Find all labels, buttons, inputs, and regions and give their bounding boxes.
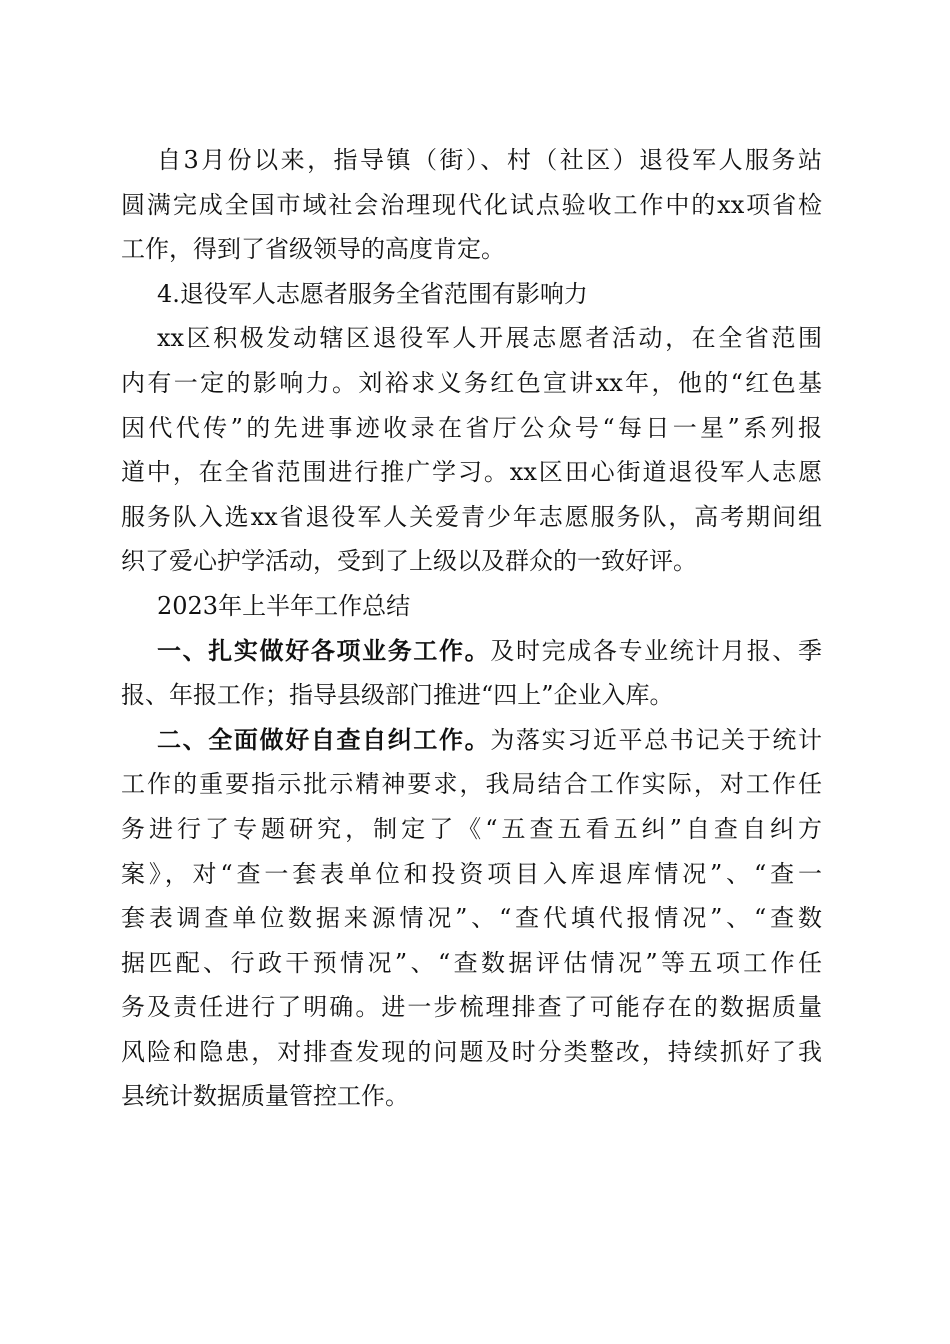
bold-heading: 一、扎实做好各项业务工作。 — [157, 636, 491, 665]
paragraph-business-work — [121, 629, 822, 718]
paragraph-volunteer — [121, 316, 822, 584]
text-line: 道中，在全省范围进行推广学习。xx区田心街道退役军人志愿 — [121, 458, 822, 487]
text-line: 报、年报工作；指导县级部门推进“四上”企业入库。 — [121, 681, 674, 710]
paragraph-self-check — [121, 718, 822, 1119]
text-line: xx区积极发动辖区退役军人开展志愿者活动，在全省范围 — [157, 324, 822, 353]
text-line: 套表调查单位数据来源情况”、“查代填代报情况”、“查数 — [121, 904, 822, 933]
document-page — [121, 138, 822, 1119]
text-line: 务进行了专题研究，制定了《“五查五看五纠”自查自纠方 — [121, 814, 822, 843]
text-line: 工作，得到了省级领导的高度肯定。 — [121, 235, 505, 264]
text-line: 案》，对“查一套表单位和投资项目入库退库情况”、“查一 — [121, 859, 822, 888]
text-line: 自3月份以来，指导镇（街）、村（社区）退役军人服务站 — [157, 146, 822, 174]
text-run: 及时完成各专业统计月报、季 — [490, 636, 823, 665]
document-title: 2023年上半年工作总结 — [157, 591, 411, 620]
text-line: 据匹配、行政干预情况”、“查数据评估情况”等五项工作任 — [121, 948, 822, 977]
section-heading-volunteer: 4.退役军人志愿者服务全省范围有影响力 — [157, 279, 588, 308]
text-line — [121, 629, 822, 674]
text-line: 风险和隐患，对排查发现的问题及时分类整改，持续抓好了我 — [121, 1037, 822, 1066]
text-line: 织了爱心护学活动，受到了上级以及群众的一致好评。 — [121, 547, 697, 576]
text-line — [121, 718, 822, 763]
text-line: 县统计数据质量管控工作。 — [121, 1082, 409, 1111]
text-line: 务及责任进行了明确。进一步梳理排查了可能存在的数据质量 — [121, 993, 822, 1022]
text-line: 工作的重要指示批示精神要求，我局结合工作实际，对工作任 — [121, 770, 822, 799]
text-line: 圆满完成全国市域社会治理现代化试点验收工作中的xx项省检 — [121, 190, 822, 219]
text-run: 为落实习近平总书记关于统计 — [490, 725, 823, 754]
text-line: 内有一定的影响力。刘裕求义务红色宣讲xx年，他的“红色基 — [121, 368, 822, 397]
text-line: 因代代传”的先进事迹收录在省厅公众号“每日一星”系列报 — [121, 413, 822, 442]
text-line: 服务队入选xx省退役军人关爱青少年志愿服务队，高考期间组 — [121, 502, 822, 531]
paragraph-service-station — [121, 138, 822, 272]
bold-heading: 二、全面做好自查自纠工作。 — [157, 725, 491, 754]
